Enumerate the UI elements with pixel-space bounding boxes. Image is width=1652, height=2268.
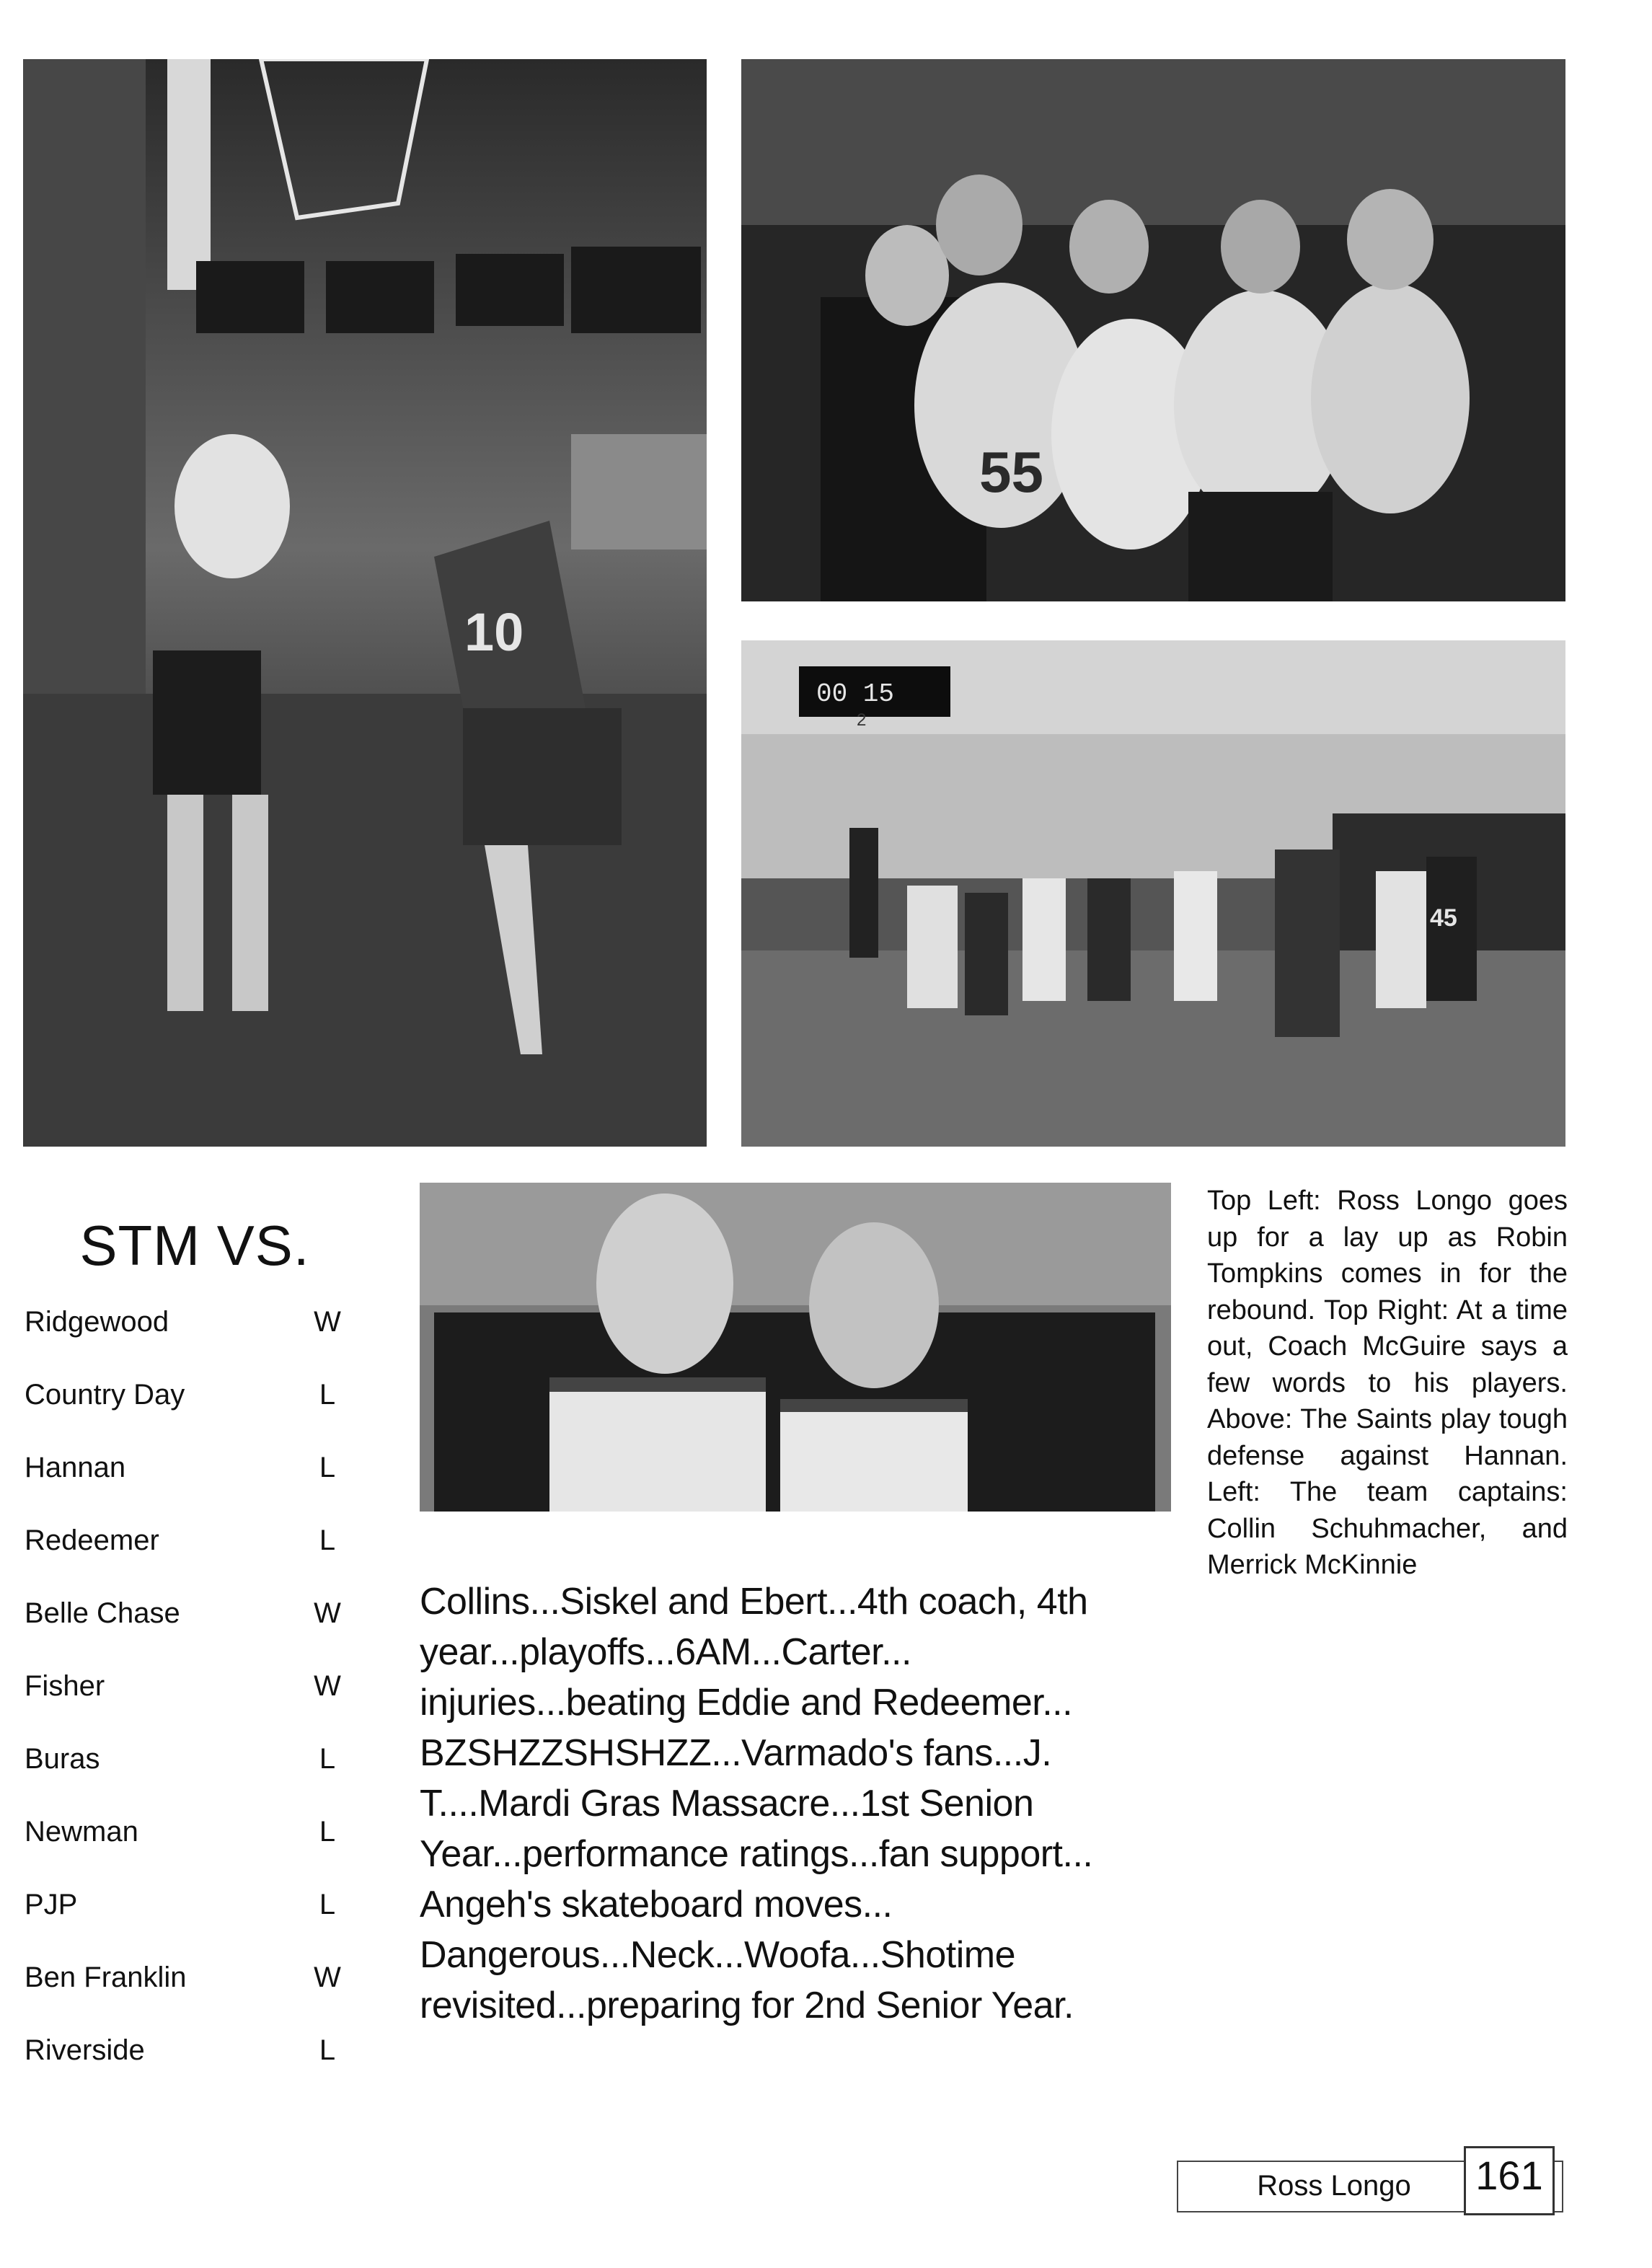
game-result: L: [319, 2034, 336, 2066]
game-result: W: [314, 1962, 341, 1993]
scoreboard-clock: 00 15: [816, 679, 895, 709]
record-list: [25, 1304, 371, 2105]
photo-above: [741, 640, 1565, 1147]
jersey-number-45: 45: [1430, 904, 1457, 932]
opponent-name: Newman: [25, 1816, 138, 1848]
game-result: L: [319, 1452, 336, 1483]
record-row: [25, 1887, 371, 1959]
opponent-name: Buras: [25, 1743, 100, 1775]
opponent-name: Hannan: [25, 1452, 126, 1483]
opponent-name: Fisher: [25, 1670, 105, 1702]
record-row: [25, 1741, 371, 1814]
scoreboard-period: 2: [857, 710, 867, 730]
record-row: [25, 1450, 371, 1522]
game-result: L: [319, 1816, 336, 1848]
game-result: L: [319, 1379, 336, 1411]
record-row: [25, 1595, 371, 1668]
layup-photo-art: [23, 59, 707, 1147]
record-row: [25, 1304, 371, 1377]
opponent-name: PJP: [25, 1889, 78, 1920]
record-title: STM VS.: [79, 1214, 310, 1277]
jersey-number-55: 55: [979, 440, 1043, 504]
record-row: [25, 1522, 371, 1595]
photo-caption: Top Left: Ross Longo goes up for a lay up as Robin Tompkins comes in for the rebound. Top Right: At a time out, Coach McGuire says a few words to his players. Above: The Saints play tough defense against Hannan. Left: The team captains: Collin Schuhmacher, and Merrick McKinnie: [1207, 1186, 1568, 1580]
record-row: [25, 2032, 371, 2105]
game-result: W: [314, 1306, 341, 1338]
opponent-name: Redeemer: [25, 1524, 159, 1556]
captains-photo-art: [420, 1183, 1171, 1512]
photo-top-left: [23, 59, 707, 1147]
record-row: [25, 1668, 371, 1741]
opponent-name: Country Day: [25, 1379, 185, 1411]
record-row: [25, 1814, 371, 1887]
opponent-name: Riverside: [25, 2034, 145, 2066]
folio-name: Ross Longo: [1257, 2170, 1411, 2202]
photo-captains: [420, 1183, 1171, 1512]
game-result: L: [319, 1743, 336, 1775]
defense-photo-art: [741, 640, 1565, 1147]
record-row: [25, 1377, 371, 1450]
timeout-huddle-photo-art: [741, 59, 1565, 601]
story-text: Collins...Siskel and Ebert...4th coach, 4th year...playoffs...6AM...Carter... injuries...beating Eddie and Redeemer... BZSHZZSHSHZZ...Varmado's fans...J. T....Mardi Gras Massacre...1st Senion Year...performance ratings...fan support... Angeh's skateboard moves... Dangerous...Neck...Woofa...Shotime revisited...preparing for 2nd Senior Year.: [420, 1581, 1093, 2026]
game-result: L: [319, 1889, 336, 1920]
opponent-name: Ben Franklin: [25, 1962, 187, 1993]
game-result: L: [319, 1524, 336, 1556]
game-result: W: [314, 1597, 341, 1629]
jersey-number-10: 10: [464, 602, 524, 662]
opponent-name: Ridgewood: [25, 1306, 169, 1338]
opponent-name: Belle Chase: [25, 1597, 180, 1629]
record-row: [25, 1959, 371, 2032]
page-number: 161: [1475, 2153, 1543, 2198]
photo-top-right: [741, 59, 1565, 601]
game-result: W: [314, 1670, 341, 1702]
